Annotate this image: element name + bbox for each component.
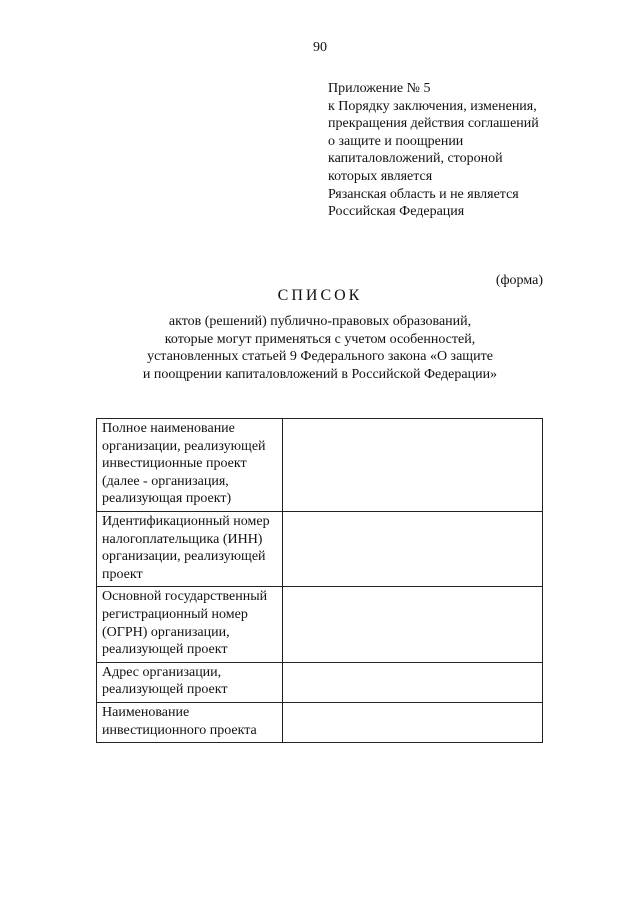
- subtitle-line: актов (решений) публично-правовых образований,: [168, 314, 472, 329]
- label-line: инвестиционные проект: [102, 456, 247, 472]
- label-line: реализующая проект): [102, 491, 232, 507]
- subtitle-line: которые могут применяться с учетом особенностей,: [164, 331, 476, 347]
- label-line: Адрес организации,: [102, 664, 222, 680]
- document-title: СПИСОК: [277, 287, 363, 304]
- appendix-line: которых является: [328, 168, 433, 184]
- appendix-header: [328, 80, 588, 221]
- appendix-line: о защите и поощрении: [328, 133, 464, 149]
- label-line: реализующей проект: [102, 682, 228, 698]
- row-label-inn: [97, 511, 283, 586]
- table-row: [97, 702, 543, 742]
- row-label-full-name: [97, 419, 283, 512]
- document-subtitle: [0, 313, 640, 383]
- value-cell-ogrn[interactable]: [283, 587, 543, 662]
- label-line: (далее - организация,: [102, 473, 229, 489]
- label-line: Наименование: [102, 704, 190, 720]
- label-line: организации, реализующей: [102, 438, 266, 454]
- appendix-line: к Порядку заключения, изменения,: [328, 98, 537, 114]
- value-cell-project-name[interactable]: [283, 702, 543, 742]
- table-row: [97, 662, 543, 702]
- label-line: регистрационный номер: [102, 606, 248, 622]
- table-row: [97, 511, 543, 586]
- page-number: 90: [313, 40, 327, 55]
- label-line: (ОГРН) организации,: [102, 624, 230, 640]
- label-line: Основной государственный: [102, 589, 268, 605]
- row-label-ogrn: [97, 587, 283, 662]
- label-line: Идентификационный номер: [102, 513, 270, 529]
- organization-info-table: [96, 418, 543, 743]
- subtitle-line: установленных статьей 9 Федерального закона «О защите: [147, 349, 493, 365]
- value-cell-inn[interactable]: [283, 511, 543, 586]
- appendix-line: Приложение № 5: [328, 81, 431, 96]
- label-line: Полное наименование: [102, 421, 235, 436]
- row-label-address: [97, 662, 283, 702]
- label-line: проект: [102, 566, 143, 582]
- value-cell-full-name[interactable]: [283, 419, 543, 512]
- appendix-line: Российская Федерация: [328, 204, 465, 220]
- subtitle-line: и поощрении капиталовложений в Российской Федерации»: [142, 366, 498, 382]
- value-cell-address[interactable]: [283, 662, 543, 702]
- table-row: [97, 419, 543, 512]
- row-label-project-name: [97, 702, 283, 742]
- label-line: налогоплательщика (ИНН): [102, 531, 263, 547]
- label-line: инвестиционного проекта: [102, 722, 257, 738]
- appendix-line: прекращения действия соглашений: [328, 116, 539, 132]
- appendix-line: капиталовложений, стороной: [328, 151, 503, 167]
- table-row: [97, 587, 543, 662]
- label-line: организации, реализующей: [102, 549, 266, 565]
- label-line: реализующей проект: [102, 642, 228, 658]
- appendix-line: Рязанская область и не является: [328, 186, 519, 202]
- form-label: (форма): [495, 273, 543, 288]
